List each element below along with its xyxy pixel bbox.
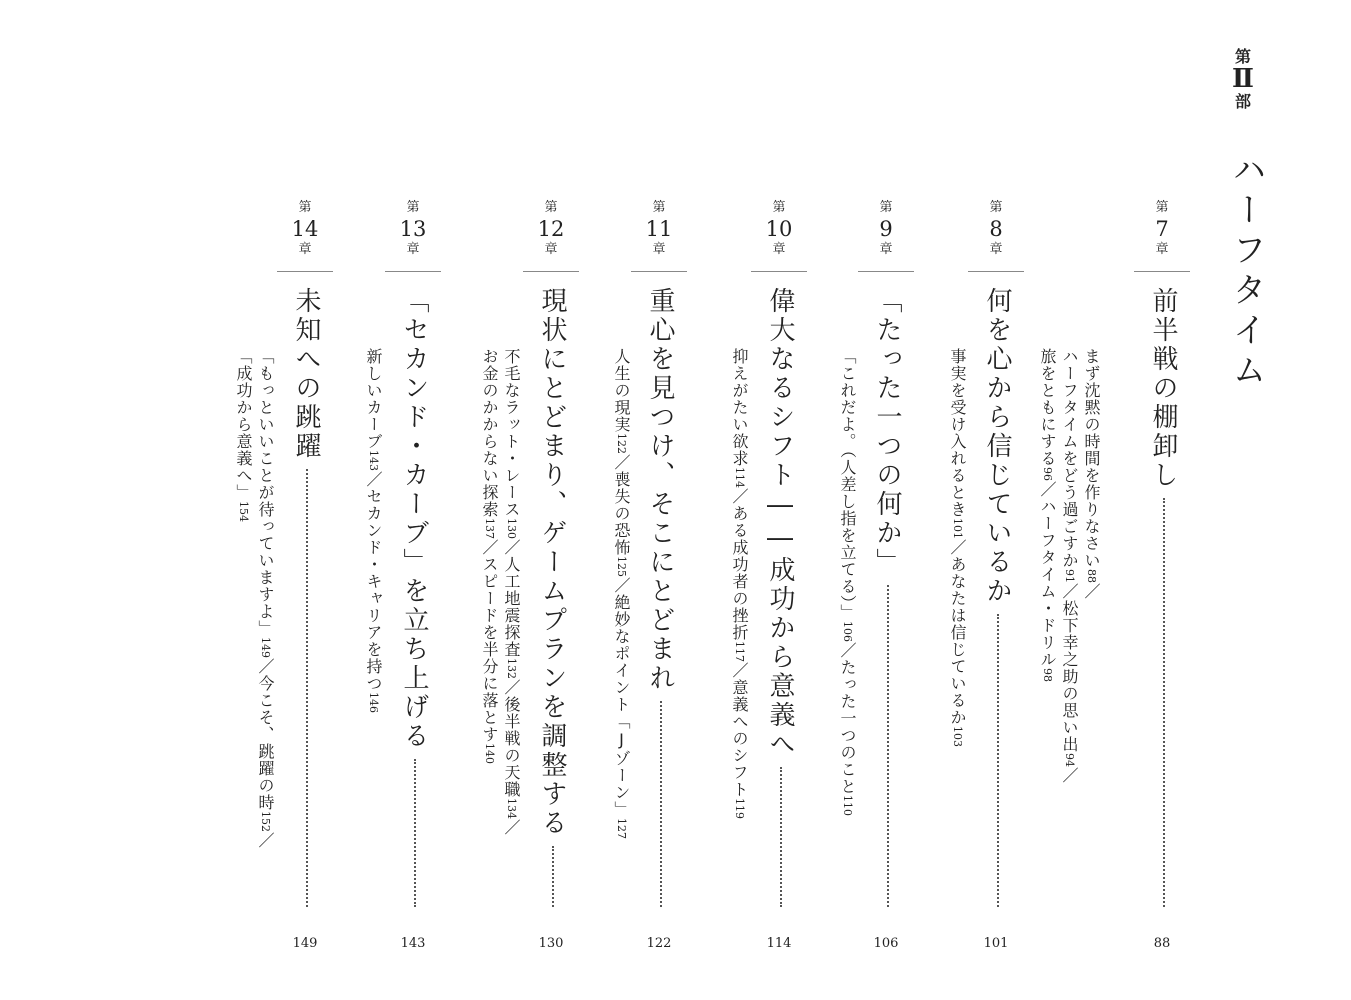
section-title: ハーフタイムをどう過ごすか bbox=[1060, 348, 1079, 569]
chapter-rule bbox=[858, 271, 914, 272]
section-title: 「成功から意義へ」 bbox=[234, 348, 253, 501]
chapter-no: 11 bbox=[645, 217, 673, 241]
chapter-page-number: 88 bbox=[1153, 936, 1171, 951]
section-list-column bbox=[610, 348, 632, 839]
section-title: 人生の現実 bbox=[612, 348, 631, 433]
section-separator: ／ bbox=[612, 577, 631, 594]
leader-dots bbox=[306, 469, 308, 907]
part-title: ハーフタイム bbox=[1226, 152, 1266, 392]
chapter-page-number: 114 bbox=[766, 936, 792, 951]
section-title: 不毛なラット・レース bbox=[502, 348, 521, 518]
chapter-page-number: 101 bbox=[983, 936, 1009, 951]
chapter-11-title[interactable] bbox=[642, 287, 679, 907]
chapter-no: 9 bbox=[879, 217, 893, 241]
section-separator: ／ bbox=[256, 832, 275, 849]
chapter-sho: 章 bbox=[989, 242, 1003, 257]
section-page-number: 101 bbox=[951, 518, 964, 539]
chapter-9-title[interactable] bbox=[869, 287, 906, 907]
section-title: 「これだよ。（人差し指を立てる）」 bbox=[838, 348, 857, 621]
section-page-number: 143 bbox=[367, 450, 380, 471]
chapter-14-title[interactable] bbox=[288, 287, 325, 907]
section-separator: ／ bbox=[838, 642, 857, 659]
chapter-sho: 章 bbox=[544, 242, 558, 257]
chapter-8-number bbox=[976, 200, 1016, 258]
chapter-title-text: 何を心から信じているか bbox=[982, 287, 1012, 606]
chapter-title-text: 「たった一つの何か」 bbox=[872, 287, 902, 577]
section-page-number: 98 bbox=[1041, 668, 1054, 682]
chapter-dai: 第 bbox=[298, 200, 312, 215]
section-page-number: 122 bbox=[615, 433, 628, 454]
chapter-no: 7 bbox=[1155, 217, 1169, 241]
section-page-number: 137 bbox=[483, 518, 496, 539]
section-list-column bbox=[946, 348, 968, 747]
section-title: ハーフタイム・ドリル bbox=[1038, 498, 1057, 668]
section-page-number: 152 bbox=[259, 811, 272, 832]
section-list-column bbox=[1080, 348, 1102, 600]
chapter-rule bbox=[277, 271, 333, 272]
chapter-14-number bbox=[285, 200, 325, 258]
section-list-column bbox=[1058, 348, 1080, 784]
chapter-sho: 章 bbox=[879, 242, 893, 257]
chapter-dai: 第 bbox=[989, 200, 1003, 215]
chapter-sho: 章 bbox=[298, 242, 312, 257]
section-title: 旅をともにする bbox=[1038, 348, 1057, 467]
chapter-rule bbox=[385, 271, 441, 272]
chapter-10-number bbox=[759, 200, 799, 258]
section-title: 意義へのシフト bbox=[730, 679, 749, 798]
section-page-number: 117 bbox=[733, 641, 746, 662]
chapter-no: 12 bbox=[537, 217, 565, 241]
section-separator: ／ bbox=[502, 679, 521, 696]
section-page-number: 125 bbox=[615, 556, 628, 577]
section-page-number: 127 bbox=[615, 818, 628, 839]
section-list-column bbox=[232, 348, 254, 522]
section-list-column bbox=[254, 348, 276, 849]
section-title: 後半戦の天職 bbox=[502, 696, 521, 798]
section-title: 「もっといいことが待っていますよ」 bbox=[256, 348, 275, 637]
chapter-10-title[interactable] bbox=[762, 287, 799, 907]
leader-dots bbox=[780, 767, 782, 907]
section-title: 今こそ、跳躍の時 bbox=[256, 675, 275, 811]
chapter-13-title[interactable] bbox=[396, 287, 433, 907]
section-title: セカンド・キャリアを持つ bbox=[364, 488, 383, 692]
chapter-rule bbox=[751, 271, 807, 272]
chapter-dai: 第 bbox=[652, 200, 666, 215]
chapter-dai: 第 bbox=[879, 200, 893, 215]
chapter-dai: 第 bbox=[406, 200, 420, 215]
section-list-column bbox=[478, 348, 500, 764]
chapter-sho: 章 bbox=[652, 242, 666, 257]
section-list-column bbox=[728, 348, 750, 819]
section-separator: ／ bbox=[730, 488, 749, 505]
section-separator: ／ bbox=[730, 662, 749, 679]
section-separator: ／ bbox=[480, 539, 499, 556]
part-suffix: 部 bbox=[1234, 92, 1251, 111]
section-separator: ／ bbox=[612, 454, 631, 471]
section-list-column bbox=[362, 348, 384, 713]
section-title: 事実を受け入れるとき bbox=[948, 348, 967, 518]
chapter-rule bbox=[523, 271, 579, 272]
leader-dots bbox=[1163, 498, 1165, 907]
part-prefix: 第 bbox=[1234, 47, 1251, 66]
section-page-number: 94 bbox=[1063, 753, 1076, 767]
section-title: 人工地震探査 bbox=[502, 556, 521, 658]
chapter-7-title[interactable] bbox=[1145, 287, 1182, 907]
section-page-number: 114 bbox=[733, 467, 746, 488]
section-title: 新しいカーブ bbox=[364, 348, 383, 450]
section-page-number: 149 bbox=[259, 637, 272, 658]
chapter-12-title[interactable] bbox=[534, 287, 571, 907]
section-page-number: 106 bbox=[841, 621, 854, 642]
leader-dots bbox=[414, 759, 416, 907]
section-title: 喪失の恐怖 bbox=[612, 471, 631, 556]
chapter-8-title[interactable] bbox=[979, 287, 1016, 907]
chapter-dai: 第 bbox=[772, 200, 786, 215]
chapter-9-number bbox=[866, 200, 906, 258]
chapter-7-number bbox=[1142, 200, 1182, 258]
section-title: まず沈黙の時間を作りなさい bbox=[1082, 348, 1101, 569]
section-title: ある成功者の挫折 bbox=[730, 505, 749, 641]
chapter-rule bbox=[968, 271, 1024, 272]
section-list-column bbox=[500, 348, 522, 836]
leader-dots bbox=[660, 701, 662, 907]
chapter-page-number: 149 bbox=[292, 936, 318, 951]
section-list-column bbox=[1036, 348, 1058, 682]
section-page-number: 88 bbox=[1085, 569, 1098, 583]
section-page-number: 132 bbox=[505, 658, 518, 679]
section-page-number: 96 bbox=[1041, 467, 1054, 481]
chapter-title-text: 偉大なるシフト――成功から意義へ bbox=[765, 287, 795, 759]
chapter-no: 14 bbox=[291, 217, 319, 241]
section-separator: ／ bbox=[256, 658, 275, 675]
section-list-column bbox=[836, 348, 858, 816]
section-separator: ／ bbox=[1060, 583, 1079, 600]
chapter-12-number bbox=[531, 200, 571, 258]
section-page-number: 110 bbox=[841, 795, 854, 816]
section-separator: ／ bbox=[1060, 767, 1079, 784]
section-page-number: 130 bbox=[505, 518, 518, 539]
section-separator: ／ bbox=[364, 471, 383, 488]
chapter-sho: 章 bbox=[406, 242, 420, 257]
chapter-title-text: 重心を見つけ、そこにとどまれ bbox=[645, 287, 675, 693]
section-separator: ／ bbox=[948, 539, 967, 556]
section-page-number: 91 bbox=[1063, 569, 1076, 583]
section-title: あなたは信じているか bbox=[948, 556, 967, 726]
chapter-no: 13 bbox=[399, 217, 427, 241]
part-label bbox=[1228, 48, 1258, 110]
chapter-title-text: 「セカンド・カーブ」を立ち上げる bbox=[399, 287, 429, 751]
section-title: 抑えがたい欲求 bbox=[730, 348, 749, 467]
chapter-title-text: 現状にとどまり、ゲームプランを調整する bbox=[537, 287, 567, 838]
chapter-sho: 章 bbox=[772, 242, 786, 257]
chapter-dai: 第 bbox=[544, 200, 558, 215]
leader-dots bbox=[997, 614, 999, 907]
section-title: お金のかからない探索 bbox=[480, 348, 499, 518]
part-number: Ⅱ bbox=[1232, 64, 1254, 94]
section-page-number: 119 bbox=[733, 798, 746, 819]
chapter-page-number: 130 bbox=[538, 936, 564, 951]
chapter-sho: 章 bbox=[1155, 242, 1169, 257]
chapter-rule bbox=[1134, 271, 1190, 272]
section-page-number: 154 bbox=[237, 501, 250, 522]
section-title: 松下幸之助の思い出 bbox=[1060, 600, 1079, 753]
section-separator: ／ bbox=[502, 539, 521, 556]
section-page-number: 146 bbox=[367, 692, 380, 713]
leader-dots bbox=[552, 846, 554, 907]
section-page-number: 103 bbox=[951, 726, 964, 747]
section-separator: ／ bbox=[1082, 583, 1101, 600]
chapter-11-number bbox=[639, 200, 679, 258]
chapter-13-number bbox=[393, 200, 433, 258]
section-page-number: 140 bbox=[483, 743, 496, 764]
section-page-number: 134 bbox=[505, 798, 518, 819]
leader-dots bbox=[887, 585, 889, 907]
chapter-title-text: 前半戦の棚卸し bbox=[1148, 287, 1178, 490]
section-title: 絶妙なポイント「Jゾーン」 bbox=[612, 594, 631, 818]
chapter-rule bbox=[631, 271, 687, 272]
chapter-title-text: 未知への跳躍 bbox=[291, 287, 321, 461]
chapter-page-number: 143 bbox=[400, 936, 426, 951]
chapter-no: 10 bbox=[765, 217, 793, 241]
chapter-no: 8 bbox=[989, 217, 1003, 241]
chapter-page-number: 106 bbox=[873, 936, 899, 951]
section-separator: ／ bbox=[502, 819, 521, 836]
section-title: たった一つのこと bbox=[838, 659, 857, 795]
chapter-dai: 第 bbox=[1155, 200, 1169, 215]
section-title: スピードを半分に落とす bbox=[480, 556, 499, 743]
section-separator: ／ bbox=[1038, 481, 1057, 498]
chapter-page-number: 122 bbox=[646, 936, 672, 951]
